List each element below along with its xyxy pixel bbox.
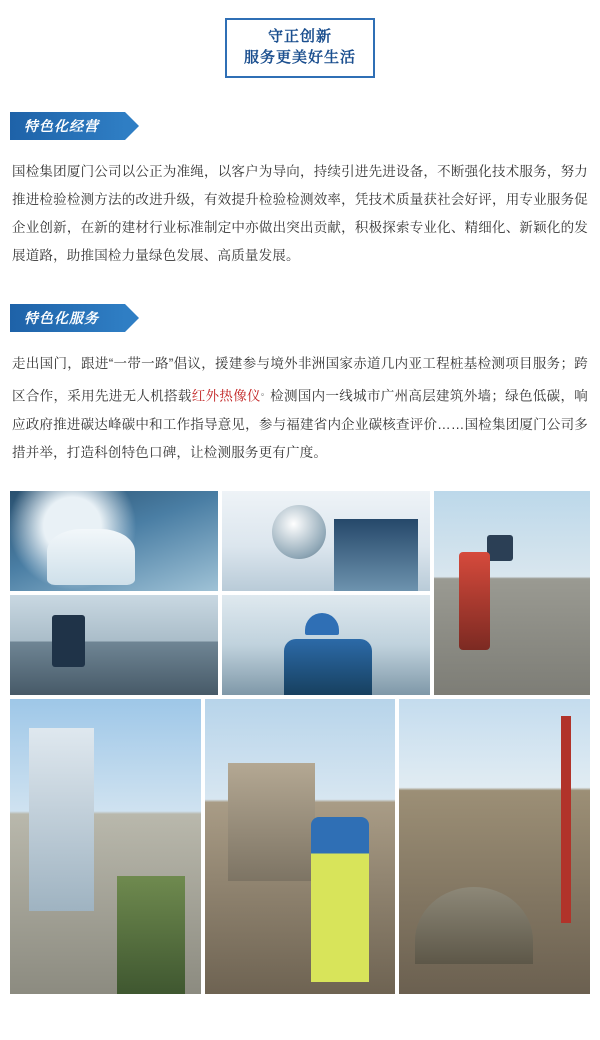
photo-construction-site: [205, 699, 396, 994]
photo-tripod-survey: [10, 595, 218, 695]
slogan-line-1: 守正创新: [267, 28, 332, 45]
paragraph-services-part2: 检测国内一线城市广州高层建筑外墙；绿色低碳，响应政府推进碳达峰碳中和工作指导意见，参与福建省内企业碳核查评价……国检集团厦门公司多措并举，打造科创特色口碑，让检测服务更有广度。: [12, 388, 588, 460]
paragraph-services-part1: 走出国门，跟进“一带一路”倡议，援建参与境外非洲国家赤道几内亚工程桩基检测项目服务；跨区合作，采用先进无人机搭载: [12, 356, 588, 404]
slogan-line-2: 服务更美好生活: [243, 49, 356, 66]
section-heading-operations: [10, 112, 125, 140]
photo-testing-machine: [222, 491, 430, 591]
photo-crane-foundation: [399, 699, 590, 994]
photo-city-building: [10, 699, 201, 994]
photo-grid-top: [10, 491, 590, 695]
photo-gallery: [10, 491, 590, 994]
section-tag-label: 特色化经营: [10, 112, 125, 140]
banner-container: [0, 0, 600, 78]
photo-survey-site: [434, 491, 590, 695]
photo-grid-bottom: [10, 699, 590, 994]
paragraph-operations: 国检集团厦门公司以公正为准绳，以客户为导向，持续引进先进设备，不断强化技术服务，努力推进检验检测方法的改进升级，有效提升检验检测效率，凭技术质量获社会好评，用专业服务促企业创新，在新的建材行业标准制定中亦做出突出贡献，积极探索专业化、精细化、新颖化的发展道路，助推国检力量绿色发展、高质量发展。: [12, 164, 588, 263]
paragraph-services-superscript: 。: [260, 387, 271, 397]
section-tag-label: 特色化服务: [10, 304, 125, 332]
photo-lab-technician: [10, 491, 218, 591]
photo-worker-document: [222, 595, 430, 695]
section-heading-services: [10, 304, 125, 332]
paragraph-services-highlight: 红外热像仪: [191, 388, 261, 404]
paragraph-services: [12, 350, 588, 467]
slogan-banner: [225, 18, 375, 78]
